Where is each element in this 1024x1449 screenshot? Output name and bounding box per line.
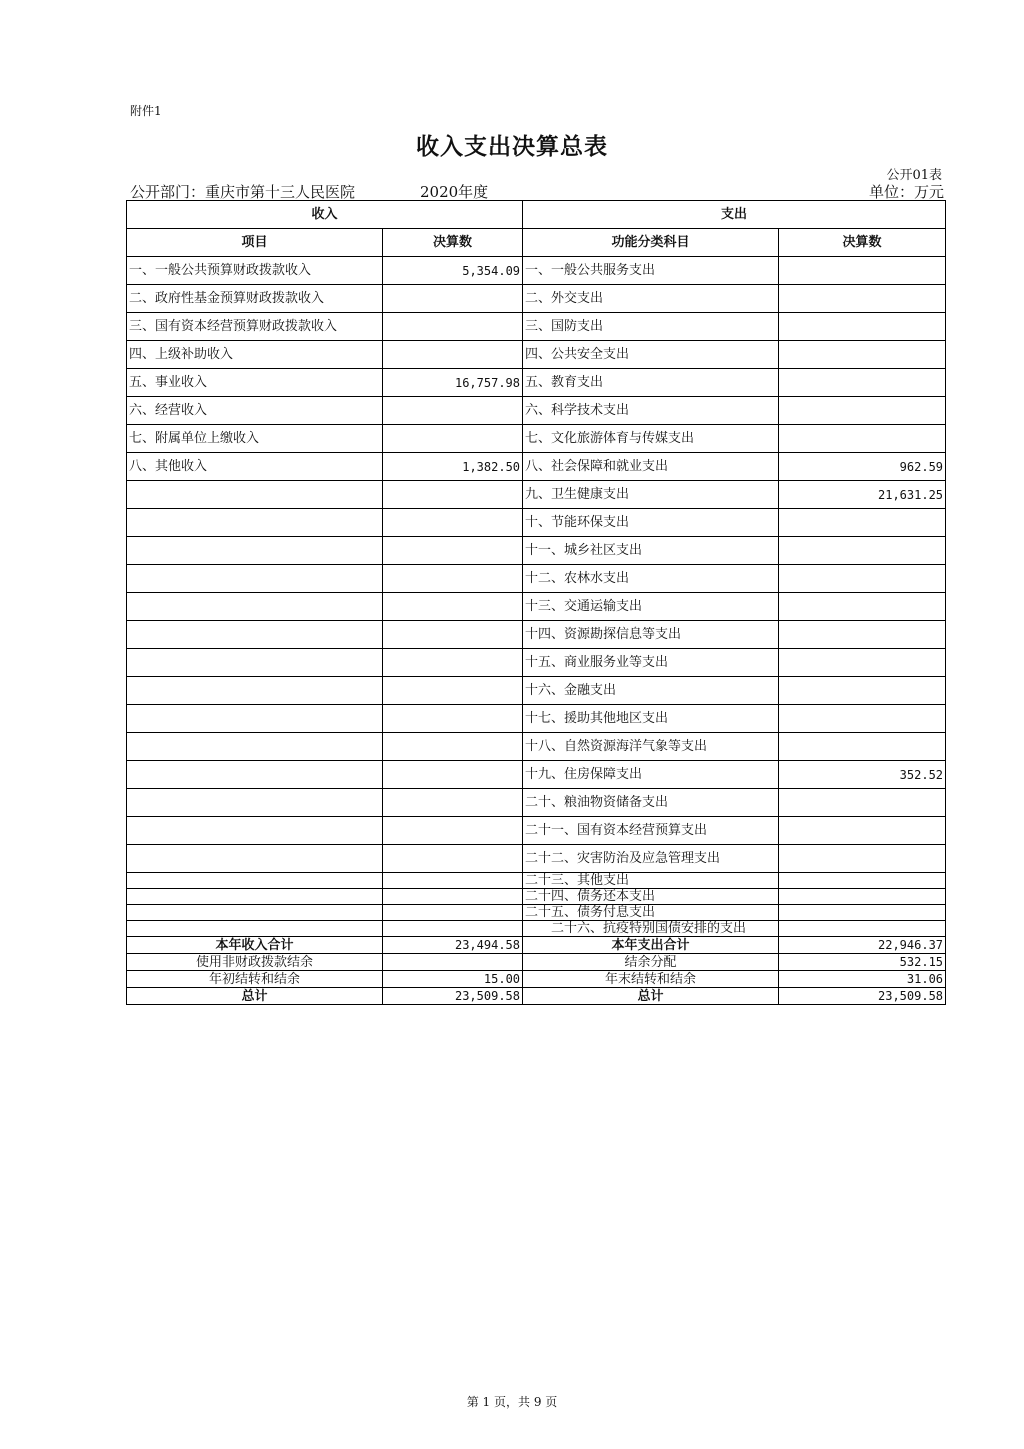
- expense-amount-cell: [779, 905, 946, 921]
- expense-amount-cell: [779, 285, 946, 313]
- income-item-cell: [127, 677, 383, 705]
- income-amount-cell: [383, 621, 523, 649]
- table-row: [127, 257, 946, 285]
- income-item-cell: 四、上级补助收入: [127, 341, 383, 369]
- income-amount-cell: [383, 341, 523, 369]
- expense-item-cell: 十四、资源勘探信息等支出: [523, 621, 779, 649]
- form-number: 公开01表: [886, 168, 942, 183]
- income-item-cell: [127, 921, 383, 937]
- expense-summary-label: 年末结转和结余: [523, 971, 779, 988]
- table-row: [127, 621, 946, 649]
- section-header-row: [127, 201, 946, 229]
- expense-item-cell: 十七、援助其他地区支出: [523, 705, 779, 733]
- income-amount-cell: 1,382.50: [383, 453, 523, 481]
- expense-amount-cell: [779, 565, 946, 593]
- expense-amount-cell: [779, 537, 946, 565]
- income-item-cell: 三、国有资本经营预算财政拨款收入: [127, 313, 383, 341]
- income-amount-cell: [383, 537, 523, 565]
- table-row: [127, 817, 946, 845]
- page-footer: 第 1 页，共 9 页: [466, 1395, 558, 1409]
- income-item-cell: [127, 873, 383, 889]
- income-item-cell: [127, 889, 383, 905]
- income-amount-cell: [383, 905, 523, 921]
- income-amount-cell: [383, 285, 523, 313]
- table-row: [127, 313, 946, 341]
- expense-amount-cell: [779, 733, 946, 761]
- table-row: [127, 789, 946, 817]
- table-row: [127, 341, 946, 369]
- expense-amount-cell: [779, 313, 946, 341]
- expense-item-cell: 十五、商业服务业等支出: [523, 649, 779, 677]
- expense-item-cell: 十二、农林水支出: [523, 565, 779, 593]
- income-amount-cell: [383, 845, 523, 873]
- table-row: [127, 369, 946, 397]
- expense-amount-cell: [779, 369, 946, 397]
- expense-item-cell: 二十五、债务付息支出: [523, 905, 779, 921]
- income-amount-cell: [383, 425, 523, 453]
- expense-item-cell: 二十六、抗疫特别国债安排的支出: [523, 921, 779, 937]
- income-amount-cell: 5,354.09: [383, 257, 523, 285]
- income-amount-cell: [383, 565, 523, 593]
- income-amount-cell: [383, 789, 523, 817]
- table-row: [127, 481, 946, 509]
- income-amount-cell: [383, 649, 523, 677]
- income-amount-cell: [383, 761, 523, 789]
- income-item-cell: [127, 537, 383, 565]
- expense-amount-cell: [779, 397, 946, 425]
- income-summary-amount: 23,509.58: [383, 988, 523, 1005]
- expense-summary-label: 结余分配: [523, 954, 779, 971]
- summary-row: [127, 937, 946, 954]
- income-item-cell: [127, 509, 383, 537]
- table-row: [127, 285, 946, 313]
- income-item-cell: [127, 733, 383, 761]
- income-amount-cell: [383, 733, 523, 761]
- unit-label: 单位：万元: [868, 183, 944, 201]
- func-class-column-header: 功能分类科目: [523, 229, 779, 257]
- expense-amount-cell: [779, 921, 946, 937]
- income-summary-label: 使用非财政拨款结余: [127, 954, 383, 971]
- expense-amount-cell: [779, 705, 946, 733]
- year-label: 2020年度: [420, 183, 489, 201]
- income-item-cell: [127, 705, 383, 733]
- table-row: [127, 873, 946, 889]
- amount-column-header: 决算数: [383, 229, 523, 257]
- expense-item-cell: 五、教育支出: [523, 369, 779, 397]
- budget-table: [126, 200, 946, 1005]
- expense-item-cell: 一、一般公共服务支出: [523, 257, 779, 285]
- expense-summary-amount: 22,946.37: [779, 937, 946, 954]
- expense-item-cell: 十八、自然资源海洋气象等支出: [523, 733, 779, 761]
- table-row: [127, 905, 946, 921]
- expense-item-cell: 十六、金融支出: [523, 677, 779, 705]
- expense-item-cell: 二十四、债务还本支出: [523, 889, 779, 905]
- department-label: 公开部门：重庆市第十三人民医院: [130, 183, 356, 201]
- income-amount-cell: [383, 921, 523, 937]
- expense-item-cell: 二十三、其他支出: [523, 873, 779, 889]
- table-row: [127, 565, 946, 593]
- income-item-cell: [127, 649, 383, 677]
- income-amount-cell: [383, 593, 523, 621]
- expense-summary-amount: 23,509.58: [779, 988, 946, 1005]
- table-row: [127, 921, 946, 937]
- income-item-cell: [127, 593, 383, 621]
- expense-amount-cell: [779, 621, 946, 649]
- table-row: [127, 649, 946, 677]
- expense-amount-cell: [779, 845, 946, 873]
- income-summary-amount: [383, 954, 523, 971]
- expense-item-cell: 二十二、灾害防治及应急管理支出: [523, 845, 779, 873]
- expense-item-cell: 二十一、国有资本经营预算支出: [523, 817, 779, 845]
- income-summary-label: 本年收入合计: [127, 937, 383, 954]
- expense-item-cell: 八、社会保障和就业支出: [523, 453, 779, 481]
- income-item-cell: [127, 905, 383, 921]
- expense-amount-cell: [779, 817, 946, 845]
- income-item-cell: [127, 621, 383, 649]
- summary-row: [127, 988, 946, 1005]
- expense-item-cell: 三、国防支出: [523, 313, 779, 341]
- expense-item-cell: 七、文化旅游体育与传媒支出: [523, 425, 779, 453]
- expense-item-cell: 二、外交支出: [523, 285, 779, 313]
- amount2-column-header: 决算数: [779, 229, 946, 257]
- table-row: [127, 593, 946, 621]
- expense-amount-cell: [779, 509, 946, 537]
- expense-item-cell: 九、卫生健康支出: [523, 481, 779, 509]
- income-item-cell: [127, 761, 383, 789]
- expense-item-cell: 十一、城乡社区支出: [523, 537, 779, 565]
- attachment-label: 附件1: [130, 104, 162, 118]
- table-row: [127, 537, 946, 565]
- expense-amount-cell: 352.52: [779, 761, 946, 789]
- column-header-row: [127, 229, 946, 257]
- expense-summary-label: 总计: [523, 988, 779, 1005]
- expense-amount-cell: [779, 677, 946, 705]
- income-item-cell: 六、经营收入: [127, 397, 383, 425]
- expense-summary-amount: 532.15: [779, 954, 946, 971]
- expense-amount-cell: [779, 425, 946, 453]
- expense-amount-cell: 962.59: [779, 453, 946, 481]
- expense-item-cell: 二十、粮油物资储备支出: [523, 789, 779, 817]
- income-amount-cell: [383, 313, 523, 341]
- expense-item-cell: 四、公共安全支出: [523, 341, 779, 369]
- income-item-cell: 五、事业收入: [127, 369, 383, 397]
- income-item-cell: 八、其他收入: [127, 453, 383, 481]
- expense-amount-cell: [779, 257, 946, 285]
- income-item-cell: 一、一般公共预算财政拨款收入: [127, 257, 383, 285]
- table-row: [127, 677, 946, 705]
- income-summary-amount: 15.00: [383, 971, 523, 988]
- expense-summary-amount: 31.06: [779, 971, 946, 988]
- income-amount-cell: [383, 397, 523, 425]
- expense-section-header: 支出: [523, 201, 946, 229]
- income-item-cell: [127, 845, 383, 873]
- expense-amount-cell: [779, 593, 946, 621]
- expense-amount-cell: [779, 873, 946, 889]
- expense-item-cell: 十三、交通运输支出: [523, 593, 779, 621]
- income-item-cell: [127, 817, 383, 845]
- income-amount-cell: [383, 705, 523, 733]
- expense-amount-cell: 21,631.25: [779, 481, 946, 509]
- income-amount-cell: [383, 677, 523, 705]
- summary-row: [127, 954, 946, 971]
- income-section-header: 收入: [127, 201, 523, 229]
- expense-item-cell: 六、科学技术支出: [523, 397, 779, 425]
- income-amount-cell: [383, 817, 523, 845]
- expense-amount-cell: [779, 889, 946, 905]
- expense-item-cell: 十九、住房保障支出: [523, 761, 779, 789]
- expense-amount-cell: [779, 649, 946, 677]
- item-column-header: 项目: [127, 229, 383, 257]
- expense-summary-label: 本年支出合计: [523, 937, 779, 954]
- summary-row: [127, 971, 946, 988]
- table-row: [127, 733, 946, 761]
- table-row: [127, 509, 946, 537]
- table-row: [127, 425, 946, 453]
- income-item-cell: [127, 789, 383, 817]
- income-item-cell: [127, 481, 383, 509]
- table-row: [127, 889, 946, 905]
- income-item-cell: 二、政府性基金预算财政拨款收入: [127, 285, 383, 313]
- table-row: [127, 397, 946, 425]
- income-amount-cell: [383, 509, 523, 537]
- income-summary-label: 总计: [127, 988, 383, 1005]
- income-amount-cell: 16,757.98: [383, 369, 523, 397]
- income-amount-cell: [383, 481, 523, 509]
- expense-amount-cell: [779, 789, 946, 817]
- table-row: [127, 761, 946, 789]
- table-row: [127, 453, 946, 481]
- income-item-cell: [127, 565, 383, 593]
- table-row: [127, 845, 946, 873]
- income-amount-cell: [383, 873, 523, 889]
- expense-amount-cell: [779, 341, 946, 369]
- income-summary-amount: 23,494.58: [383, 937, 523, 954]
- page-title: 收入支出决算总表: [416, 133, 608, 160]
- table-row: [127, 705, 946, 733]
- income-item-cell: 七、附属单位上缴收入: [127, 425, 383, 453]
- income-summary-label: 年初结转和结余: [127, 971, 383, 988]
- expense-item-cell: 十、节能环保支出: [523, 509, 779, 537]
- income-amount-cell: [383, 889, 523, 905]
